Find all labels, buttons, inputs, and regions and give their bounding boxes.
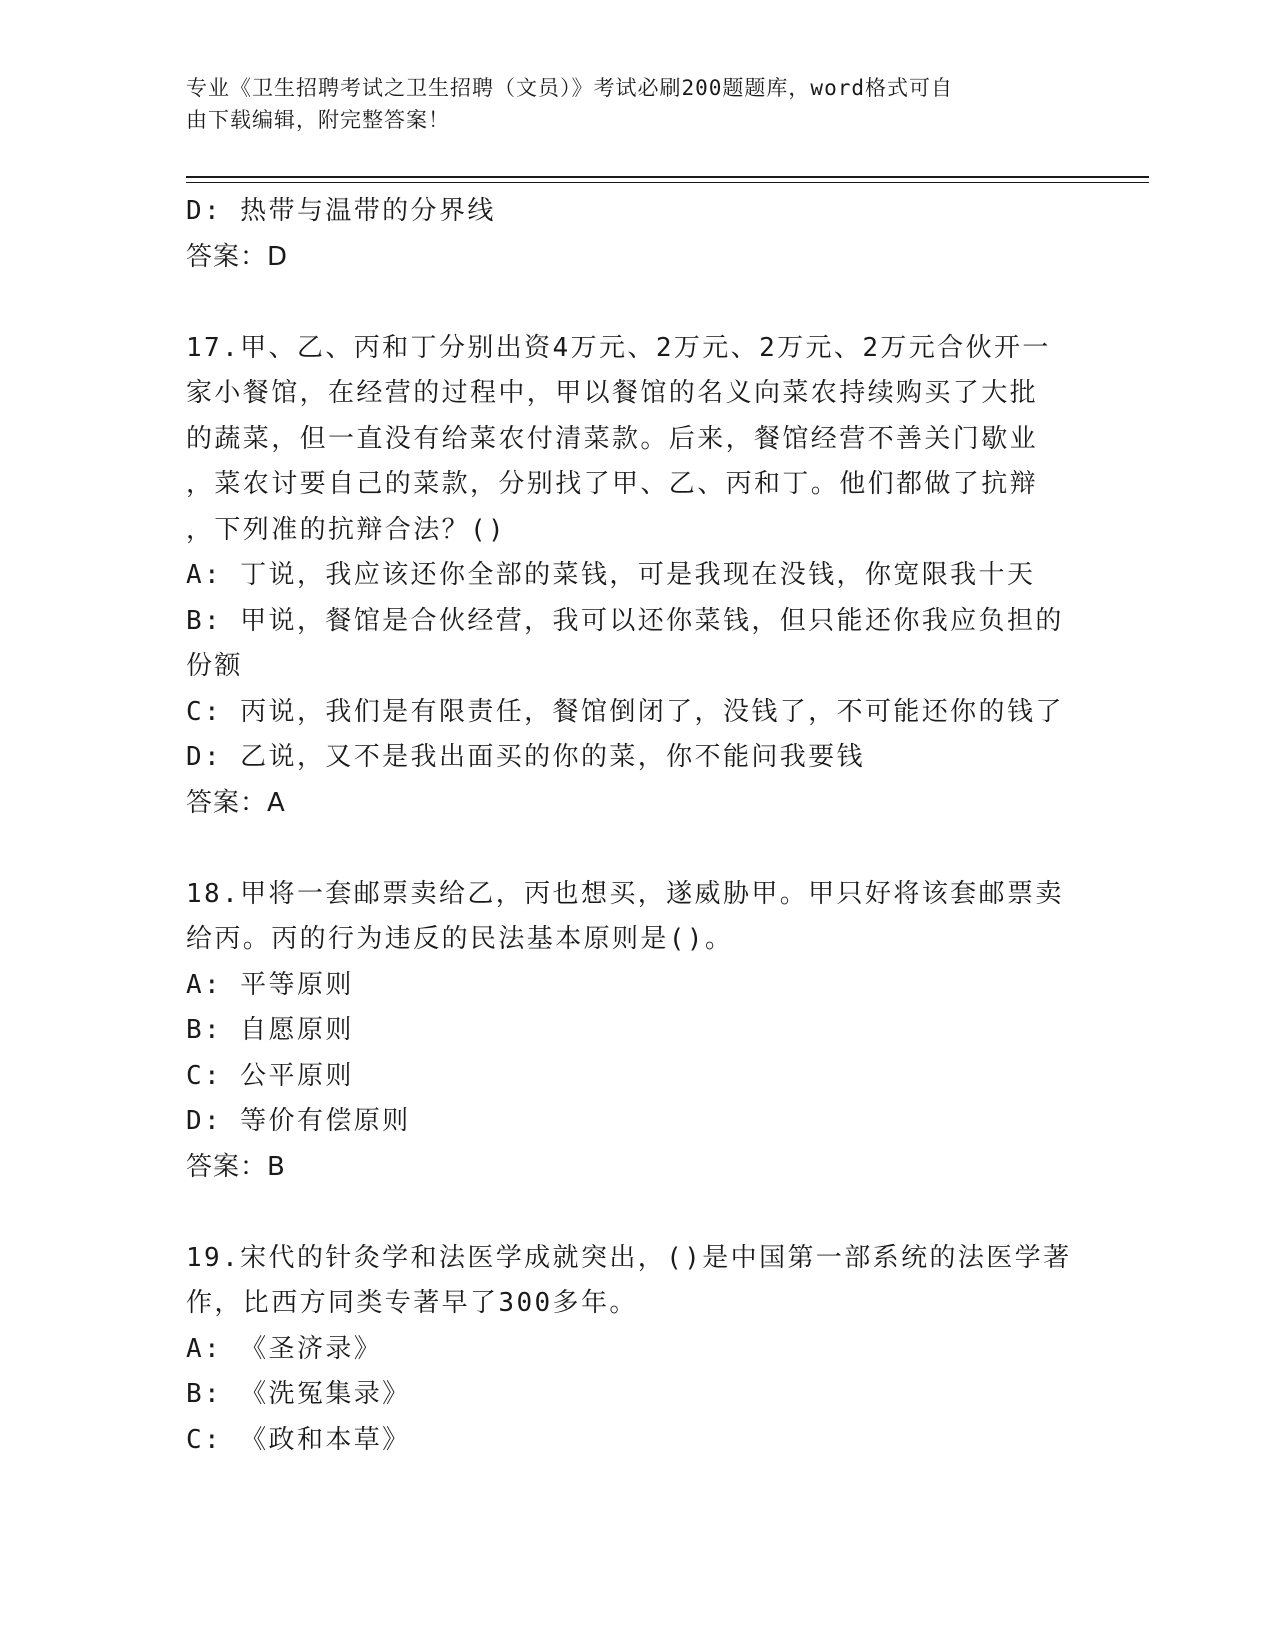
option-line: B: 《洗冤集录》 (186, 1379, 411, 1409)
option-line: C: 《政和本草》 (186, 1424, 411, 1455)
question-stem-line: 的蔬菜，但一直没有给菜农付清菜款。后来，餐馆经营不善关门歇业 (186, 423, 1039, 454)
question-stem-line: ，菜农讨要自己的菜款，分别找了甲、乙、丙和丁。他们都做了抗辩 (186, 469, 1039, 499)
question-stem-line: 家小餐馆，在经营的过程中，甲以餐馆的名义向菜农持续购买了大批 (186, 378, 1039, 408)
option-line: A: 平等原则 (186, 969, 354, 1000)
spacer (186, 1190, 1086, 1236)
question-content (186, 189, 1086, 1463)
option-line: B: 甲说，餐馆是合伙经营，我可以还你菜钱，但只能还你我应负担的 (186, 605, 1064, 636)
question-block (186, 872, 1086, 1191)
question-stem-line: 17.甲、乙、丙和丁分别出资4万元、2万元、2万元、2万元合伙开一 (186, 332, 1051, 363)
question-block (186, 326, 1086, 827)
question-stem-line: 19.宋代的针灸学和法医学成就突出，()是中国第一部系统的法医学著 (186, 1242, 1072, 1273)
option-line: A: 《圣济录》 (186, 1333, 383, 1364)
header-rule-thin (186, 182, 1149, 183)
option-line: D: 热带与温带的分界线 (186, 196, 496, 226)
question-stem-line: 18.甲将一套邮票卖给乙，丙也想买，遂威胁甲。甲只好将该套邮票卖 (186, 878, 1064, 909)
option-line: D: 等价有偿原则 (186, 1106, 411, 1136)
document-header: 专业《卫生招聘考试之卫生招聘（文员）》考试必刷200题题库，word格式可自 由下载编辑，附完整答案！ (186, 76, 953, 132)
option-line: A: 丁说，我应该还你全部的菜钱，可是我现在没钱，你宽限我十天 (186, 560, 1036, 590)
spacer (186, 280, 1086, 326)
header-rule-thick (186, 176, 1149, 178)
answer-line: 答案：A (186, 787, 286, 818)
question-stem-line: 给丙。丙的行为违反的民法基本原则是()。 (186, 924, 734, 954)
spacer (186, 826, 1086, 872)
question-stem-line: 作，比西方同类专著早了300多年。 (186, 1288, 638, 1318)
answer-line: 答案：D (186, 241, 289, 272)
option-line: D: 乙说，又不是我出面买的你的菜，你不能问我要钱 (186, 742, 865, 772)
option-line: B: 自愿原则 (186, 1015, 354, 1045)
answer-line: 答案：B (186, 1151, 286, 1182)
option-line: 份额 (186, 651, 243, 681)
question-block (186, 1236, 1086, 1464)
option-line: C: 丙说，我们是有限责任，餐馆倒闭了，没钱了，不可能还你的钱了 (186, 696, 1064, 727)
option-line: C: 公平原则 (186, 1060, 354, 1091)
question-stem-line: ，下列准的抗辩合法？() (186, 514, 507, 545)
